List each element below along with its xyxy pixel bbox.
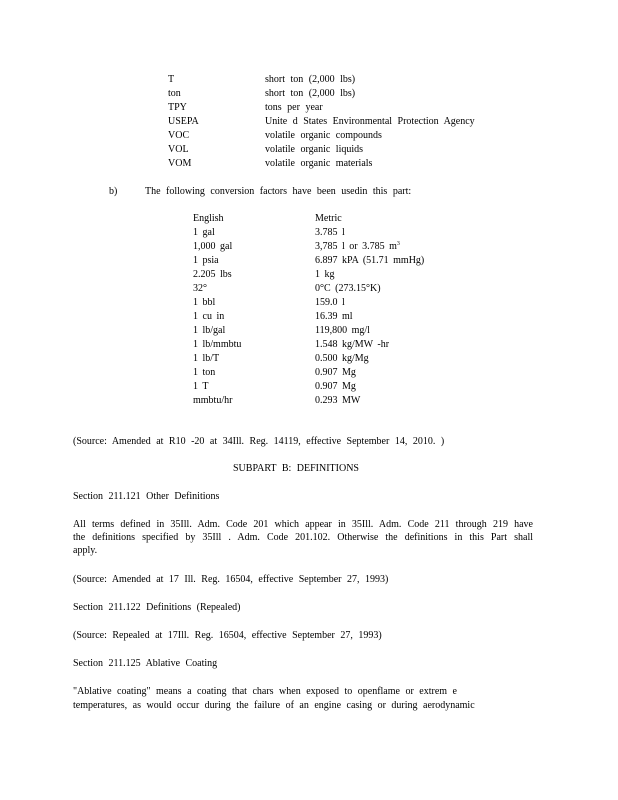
metric-value: 159.0 l — [315, 297, 345, 308]
conversion-row — [0, 380, 618, 393]
english-value: 1 gal — [193, 227, 215, 238]
abbreviation-term: TPY — [168, 102, 187, 113]
abbreviation-definition: short ton (2,000 lbs) — [265, 88, 356, 99]
abbreviation-row — [0, 157, 618, 170]
column-header-metric: Metric — [315, 213, 342, 224]
metric-value — [315, 240, 400, 253]
abbreviation-row — [0, 101, 618, 114]
conversion-row — [0, 240, 618, 253]
subpart-heading: SUBPART B: DEFINITIONS — [233, 463, 359, 474]
section-heading: Section 211.121 Other Definitions — [73, 491, 220, 502]
abbreviation-definition: tons per year — [265, 102, 323, 113]
conversion-row — [0, 352, 618, 365]
abbreviation-term: VOM — [168, 158, 192, 169]
abbreviation-term: USEPA — [168, 116, 199, 127]
english-value: 1 lb/gal — [193, 325, 226, 336]
column-header-english: English — [193, 213, 224, 224]
abbreviation-term: ton — [168, 88, 181, 99]
abbreviation-definition: Unite d States Environmental Protection Agency — [265, 116, 475, 127]
english-value: 1 cu in — [193, 311, 225, 322]
abbreviation-term: VOL — [168, 144, 189, 155]
english-value: 32° — [193, 283, 207, 294]
metric-value: 0.907 Mg — [315, 367, 356, 378]
subsection-intro: The following conversion factors have been usedin this part: — [145, 186, 412, 197]
metric-value: 0.907 Mg — [315, 381, 356, 392]
metric-value: 16.39 ml — [315, 311, 353, 322]
conversion-header-row — [0, 212, 618, 225]
conversion-row — [0, 226, 618, 239]
conversion-row — [0, 338, 618, 351]
metric-value: 0°C (273.15°K) — [315, 283, 381, 294]
english-value: 1 T — [193, 381, 209, 392]
abbreviation-term: T — [168, 74, 175, 85]
section-heading: Section 211.125 Ablative Coating — [73, 658, 218, 669]
english-value: 1 bbl — [193, 297, 216, 308]
metric-value: 119,800 mg/l — [315, 325, 370, 336]
conversion-row — [0, 296, 618, 309]
section-body-line: "Ablative coating" means a coating that chars when exposed to openflame or extrem e — [73, 686, 457, 697]
metric-value: 0.500 kg/Mg — [315, 353, 369, 364]
english-value: 1 lb/T — [193, 353, 220, 364]
abbreviation-row — [0, 87, 618, 100]
conversion-row — [0, 324, 618, 337]
superscript: 3 — [396, 241, 400, 247]
conversion-row — [0, 282, 618, 295]
conversion-row — [0, 394, 618, 407]
subsection-marker: b) — [109, 186, 118, 197]
metric-value: 1.548 kg/MW -hr — [315, 339, 390, 350]
conversion-row — [0, 310, 618, 323]
english-value: 1 lb/mmbtu — [193, 339, 242, 350]
source-note: (Source: Repealed at 17Ill. Reg. 16504, effective September 27, 1993) — [73, 630, 382, 641]
metric-value-text: 3,785 l or 3.785 m — [315, 241, 397, 252]
abbreviation-definition: short ton (2,000 lbs) — [265, 74, 356, 85]
english-value: 2.205 lbs — [193, 269, 232, 280]
english-value: 1 psia — [193, 255, 219, 266]
english-value: 1 ton — [193, 367, 216, 378]
section-heading: Section 211.122 Definitions (Repealed) — [73, 602, 241, 613]
abbreviation-row — [0, 115, 618, 128]
conversion-row — [0, 366, 618, 379]
source-note: (Source: Amended at R10 -20 at 34Ill. Reg. 14119, effective September 14, 2010. ) — [73, 436, 445, 447]
section-body-line: temperatures, as would occur during the failure of an engine casing or during aerodynamic — [73, 700, 475, 711]
metric-value: 0.293 MW — [315, 395, 361, 406]
source-note: (Source: Amended at 17 Ill. Reg. 16504, effective September 27, 1993) — [73, 574, 389, 585]
abbreviation-row — [0, 143, 618, 156]
conversion-row — [0, 254, 618, 267]
abbreviation-definition: volatile organic compounds — [265, 130, 382, 141]
section-body: All terms defined in 35Ill. Adm. Code 201 which appear in 35Ill. Adm. Code 211 through 219 have the definitions specified by 35Ill . Adm. Code 201.102. Otherwise the definitions in this Part shall apply. — [73, 519, 533, 556]
metric-value: 6.897 kPA (51.71 mmHg) — [315, 255, 425, 266]
abbreviation-row — [0, 129, 618, 142]
metric-value: 1 kg — [315, 269, 335, 280]
metric-value: 3.785 l — [315, 227, 345, 238]
conversion-row — [0, 268, 618, 281]
english-value: 1,000 gal — [193, 241, 233, 252]
abbreviation-row — [0, 73, 618, 86]
abbreviation-term: VOC — [168, 130, 190, 141]
abbreviation-definition: volatile organic liquids — [265, 144, 364, 155]
abbreviation-definition: volatile organic materials — [265, 158, 373, 169]
english-value: mmbtu/hr — [193, 395, 233, 406]
